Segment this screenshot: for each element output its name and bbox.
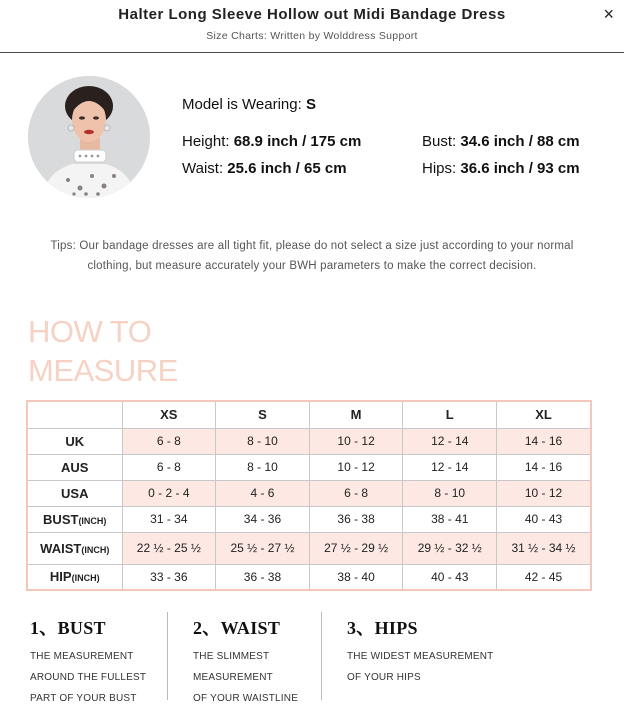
table-header-cell: XL — [497, 401, 591, 428]
model-height — [182, 133, 361, 150]
table-header-row — [27, 401, 591, 428]
modal-header — [0, 0, 624, 53]
waist-label: Waist: — [182, 160, 224, 177]
size-chart-table — [26, 400, 592, 591]
measure-line: AROUND THE FULLEST — [30, 672, 147, 683]
measure-line: PART OF YOUR BUST — [30, 693, 137, 704]
measure-guide-hips — [347, 614, 493, 688]
page-title: Halter Long Sleeve Hollow out Midi Bandage Dress — [118, 6, 506, 23]
table-cell: 6 - 8 — [122, 428, 216, 454]
table-cell: 33 - 36 — [122, 564, 216, 590]
how-to-line-1: HOW TO — [28, 314, 152, 349]
table-cell: 40 - 43 — [403, 564, 497, 590]
model-waist — [182, 160, 347, 177]
table-cell: 6 - 8 — [309, 480, 403, 506]
model-wearing — [182, 96, 316, 113]
table-header-cell: M — [309, 401, 403, 428]
waist-value: 25.6 inch / 65 cm — [227, 160, 347, 177]
table-cell: 38 - 41 — [403, 506, 497, 532]
row-label: BUST(INCH) — [27, 506, 122, 532]
model-avatar — [28, 76, 150, 198]
table-cell: 12 - 14 — [403, 454, 497, 480]
model-bust — [422, 133, 580, 150]
tips-line-2: clothing, but measure accurately your BWH parameters to make the correct decision. — [87, 260, 537, 272]
table-cell: 34 - 36 — [216, 506, 310, 532]
measure-heading: 3、HIPS — [347, 618, 418, 638]
table-cell: 25 ½ - 27 ½ — [216, 532, 310, 564]
table-cell: 8 - 10 — [216, 428, 310, 454]
measure-line: THE SLIMMEST — [193, 651, 270, 662]
bust-value: 34.6 inch / 88 cm — [460, 133, 580, 150]
table-cell: 10 - 12 — [309, 454, 403, 480]
measure-heading: 1、BUST — [30, 618, 106, 638]
measure-guide-waist — [193, 614, 298, 709]
measure-line: OF YOUR HIPS — [347, 672, 421, 683]
table-row — [27, 506, 591, 532]
row-label: USA — [27, 480, 122, 506]
tips-line-1: Tips: Our bandage dresses are all tight fit, please do not select a size just according to your normal — [50, 240, 574, 252]
table-header-cell: L — [403, 401, 497, 428]
table-cell: 31 ½ - 34 ½ — [497, 532, 591, 564]
table-cell: 10 - 12 — [309, 428, 403, 454]
table-cell: 14 - 16 — [497, 428, 591, 454]
how-to-measure-heading — [28, 312, 178, 390]
measure-line: MEASUREMENT — [193, 672, 273, 683]
table-row — [27, 480, 591, 506]
table-row — [27, 532, 591, 564]
table-cell: 42 - 45 — [497, 564, 591, 590]
page-subtitle: Size Charts: Written by Wolddress Support — [206, 30, 418, 42]
row-label: WAIST(INCH) — [27, 532, 122, 564]
table-cell: 6 - 8 — [122, 454, 216, 480]
hips-value: 36.6 inch / 93 cm — [460, 160, 580, 177]
table-cell: 27 ½ - 29 ½ — [309, 532, 403, 564]
table-cell: 8 - 10 — [216, 454, 310, 480]
table-cell: 36 - 38 — [216, 564, 310, 590]
hips-label: Hips: — [422, 160, 457, 177]
divider — [321, 612, 322, 700]
height-value: 68.9 inch / 175 cm — [233, 133, 362, 150]
measure-guide-bust — [30, 614, 146, 709]
table-cell: 38 - 40 — [309, 564, 403, 590]
table-cell: 0 - 2 - 4 — [122, 480, 216, 506]
table-cell: 12 - 14 — [403, 428, 497, 454]
model-photo — [28, 76, 150, 198]
table-header-cell — [27, 401, 122, 428]
measure-heading: 2、WAIST — [193, 618, 281, 638]
measure-line: THE MEASUREMENT — [30, 651, 134, 662]
table-cell: 36 - 38 — [309, 506, 403, 532]
row-label: UK — [27, 428, 122, 454]
how-to-line-2: MEASURE — [28, 353, 178, 388]
table-cell: 4 - 6 — [216, 480, 310, 506]
table-cell: 29 ½ - 32 ½ — [403, 532, 497, 564]
model-wearing-value: S — [305, 96, 316, 113]
table-cell: 10 - 12 — [497, 480, 591, 506]
table-cell: 14 - 16 — [497, 454, 591, 480]
table-cell: 31 - 34 — [122, 506, 216, 532]
height-label: Height: — [182, 133, 230, 150]
table-cell: 40 - 43 — [497, 506, 591, 532]
table-cell: 8 - 10 — [403, 480, 497, 506]
divider — [167, 612, 168, 700]
bust-label: Bust: — [422, 133, 457, 150]
measure-line: OF YOUR WAISTLINE — [193, 693, 299, 704]
table-row — [27, 454, 591, 480]
table-header-cell: XS — [122, 401, 216, 428]
measure-line: THE WIDEST MEASUREMENT — [347, 651, 494, 662]
tips-text — [20, 236, 604, 276]
table-row — [27, 428, 591, 454]
table-row — [27, 564, 591, 590]
close-icon[interactable]: × — [603, 4, 614, 24]
row-label: HIP(INCH) — [27, 564, 122, 590]
model-wearing-label: Model is Wearing: — [182, 96, 302, 113]
table-cell: 22 ½ - 25 ½ — [122, 532, 216, 564]
table-header-cell: S — [216, 401, 310, 428]
row-label: AUS — [27, 454, 122, 480]
model-hips — [422, 160, 580, 177]
